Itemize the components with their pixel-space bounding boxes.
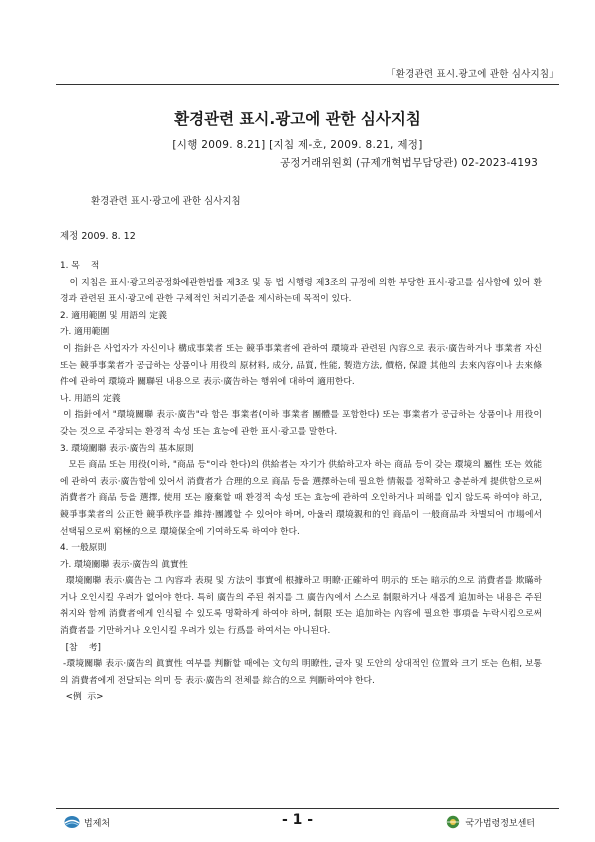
footer-law-center [445,815,535,829]
section-2-heading: 2. 適用範圍 및 用語의 定義 [60,310,167,321]
section-4a-text: 環境關聯 表示·廣告는 그 內容과 表現 및 方法이 事實에 根據하고 明瞭·正確하여 明示的 또는 暗示的으로 消費者를 欺瞞하거나 오인시킬 우려가 없어야 한다. 특히 廣告의 주된 취지를 그 廣告內에서 스스로 制限하거나 새롭게 追加하는 내용은 주된 취지와 함께 消費者에게 인식될 수 있도록 명확하게 하여야 하며, 制限 또는 追加하는 內容에 필요한 事項을 누락시킴으로써 消費者를 기만하거나 오인시킬 우려가 있는 行爲를 하여서는 아니된다. [60,576,545,637]
law-center-logo-icon [445,815,461,829]
header-divider [56,84,559,85]
page-number: - 1 - [281,812,314,828]
section-3-heading: 3. 環境關聯 表示·廣告의 基本原則 [60,443,194,454]
header-document-tag: 「환경관련 표시.광고에 관한 심사지침」 [386,69,559,80]
section-2a-text: 이 指針은 사업자가 자신이나 構成事業者 또는 競爭事業者에 관하여 環境과 관련된 內容으로 表示·廣告하거나 事業者 자신 또는 競爭事業者가 공급하는 상품이나 用役의 原材料, 成分, 品質, 性能, 製造方法, 價格, 保證 其他의 去來內容이나 去來條件에 관하여 環境과 關聯된 내용으로 表示·廣告하는 행위에 대하여 適用한다. [60,343,545,388]
guide-subtitle: 환경관련 표시·광고에 관한 심사지침 [91,196,241,207]
section-2b-text: 이 指針에서 "環境關聯 表示·廣告"라 함은 事業者(이하 事業者 團體를 포함한다) 또는 事業者가 공급하는 상품이나 用役이 갖는 것으로 주장되는 환경적 속성 또는 효능에 관한 표시·광고를 말한다. [60,410,545,437]
section-4a-heading: 가. 環境關聯 表示·廣告의 眞實性 [60,559,188,570]
enforcement-meta: [시행 2009. 8.21] [지침 제-호, 2009. 8.21, 제정] [172,139,423,151]
section-1-heading: 1. 목 적 [60,261,100,271]
footer-law-center-label: 국가법령정보센터 [465,818,535,829]
footer-divider [56,808,559,809]
reference-heading: [참 考] [60,642,101,653]
section-1-text: 이 지침은 표시·광고의공정화에관한법률 제3조 및 동 법 시행령 제3조의 규정에 의한 부당한 표시·광고를 심사함에 있어 환경과 관련된 표시·광고에 관한 구체적인 처리기준을 제시하는데 목적이 있다. [60,277,542,305]
document-body [60,258,545,706]
section-2b-heading: 나. 用語의 定義 [60,393,121,404]
agency-contact: 공정거래위원회 (규제개혁법무담당관) 02-2023-4193 [280,157,538,169]
document-title: 환경관련 표시.광고에 관한 심사지침 [174,110,421,128]
enactment-date: 제정 2009. 8. 12 [60,231,136,242]
section-4-heading: 4. 一般原則 [60,543,107,554]
reference-text: -環境關聯 表示·廣告의 眞實性 여부를 判斷할 때에는 文句의 明瞭性, 글자 및 도안의 상대적인 位置와 크기 또는 色相, 보통의 消費者에게 전달되는 의미 등 表示·廣告의 전체를 綜合的으로 判斷하여야 한다. [60,659,543,686]
footer-publisher-label: 법제처 [84,818,111,829]
example-label: <例 示> [60,692,104,703]
section-2a-heading: 가. 適用範圍 [60,327,110,338]
section-3-text: 모든 商品 또는 用役(이하, "商品 등"이라 한다)의 供給者는 자기가 供給하고자 하는 商品 등이 갖는 環境의 屬性 또는 效能에 관하여 表示·廣告함에 있어서 消費者가 合理的으로 商品 등을 選擇하는데 필요한 情報를 정확하고 충분하게 提供함으로써 消費者가 商品 등을 選擇, 使用 또는 廢棄할 때 환경적 속성 또는 효능에 관하여 오인하거나 피해를 입지 않도록 하여야 하고, 競爭事業者의 公正한 競爭秩序를 維持·團護할 수 있어야 하며, 아울러 環境親和的인 商品이 一般商品과 차별되어 市場에서 선택됨으로써 窮極的으로 環境保全에 기여하도록 하여야 한다. [60,460,545,537]
